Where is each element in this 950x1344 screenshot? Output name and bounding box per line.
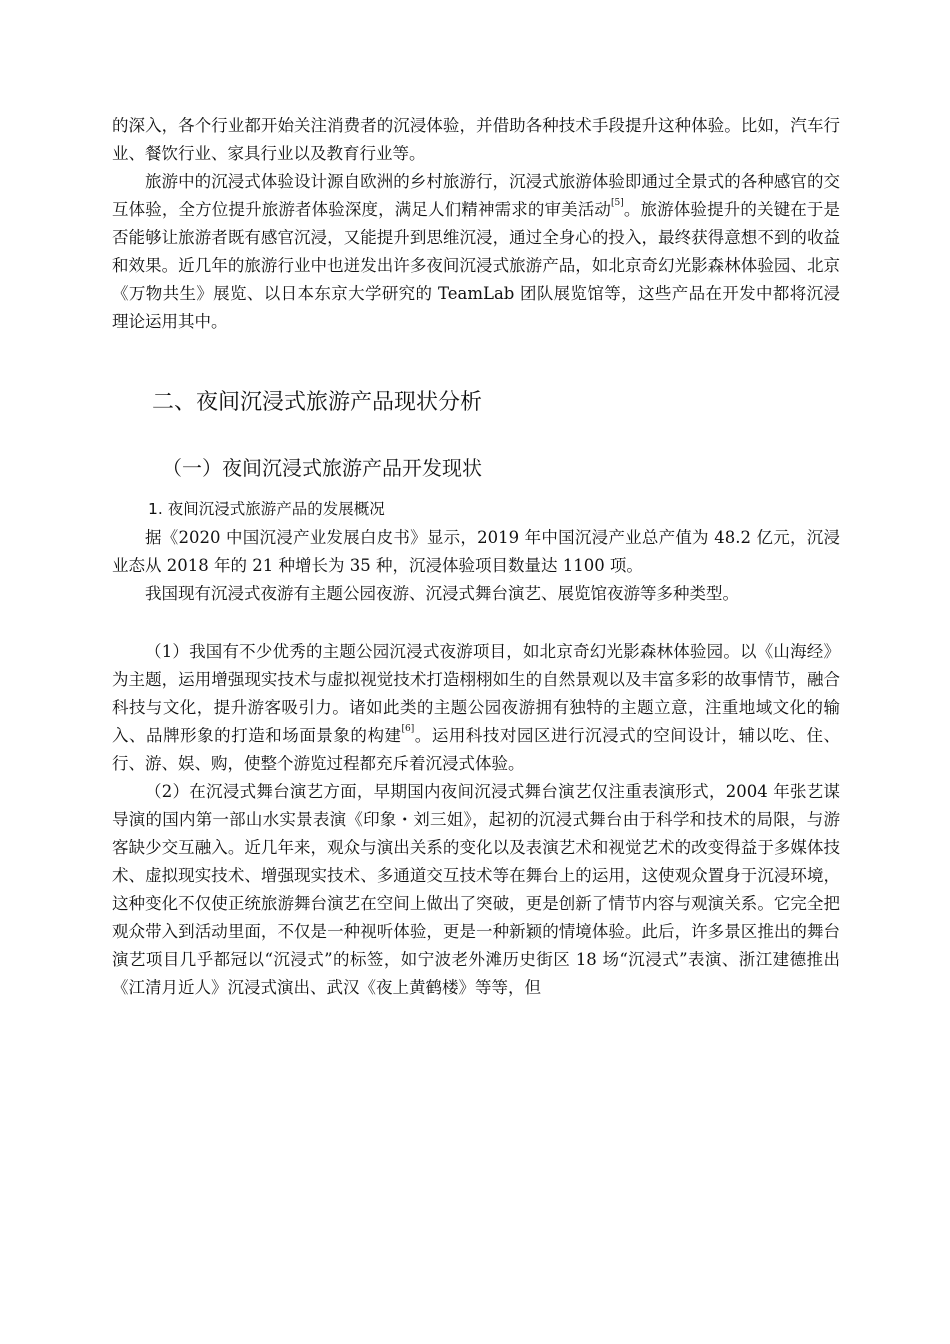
document-page: [112, 112, 840, 1002]
paragraph-continuation: 的深入，各个行业都开始关注消费者的沉浸体验，并借助各种技术手段提升这种体验。比如，汽车行业、餐饮行业、家具行业以及教育行业等。: [112, 116, 840, 163]
section-heading: 二、夜间沉浸式旅游产品现状分析: [152, 390, 483, 415]
citation-ref: [6]: [401, 724, 415, 734]
citation-ref: [5]: [611, 198, 624, 208]
paragraph-text: （1）我国有不少优秀的主题公园沉浸式夜游项目，如北京奇幻光影森林体验园。以《山海经》为主题，运用增强现实技术与虚拟视觉技术打造栩栩如生的自然景观以及丰富多彩的故事情节，融合科技与文化，提升游客吸引力。诸如此类的主题公园夜游拥有独特的主题立意，注重地域文化的输入、品牌形象的打造和场面景象的构建: [112, 642, 840, 745]
paragraph-theme-park: [112, 638, 840, 778]
paragraph-industry-stats: 据《2020 中国沉浸产业发展白皮书》显示，2019 年中国沉浸产业总产值为 48.2 亿元，沉浸业态从 2018 年的 21 种增长为 35 种，沉浸体验项目数量达 1100 项。: [112, 528, 840, 575]
paragraph-text: 。运用科技对园区进行沉浸式的空间设计，辅以吃、住、行、游、娱、购，使整个游览过程都充斥着沉浸式体验。: [112, 726, 841, 773]
paragraph-night-tour-types: 我国现有沉浸式夜游有主题公园夜游、沉浸式舞台演艺、展览馆夜游等多种类型。: [145, 584, 739, 603]
sub-subsection-heading: 1. 夜间沉浸式旅游产品的发展概况: [148, 500, 385, 518]
paragraph-text: 旅游中的沉浸式体验设计源自欧洲的乡村旅游行，沉浸式旅游体验即通过全景式的各种感官的交互体验，全方位提升旅游者体验深度，满足人们精神需求的审美活动: [112, 172, 840, 219]
paragraph-immersive-tourism-origin: [112, 168, 840, 336]
subsection-heading: （一）夜间沉浸式旅游产品开发现状: [162, 456, 482, 480]
paragraph-text: 。旅游体验提升的关键在于是否能够让旅游者既有感官沉浸，又能提升到思维沉浸，通过全身心的投入，最终获得意想不到的收益和效果。近几年的旅游行业中也迸发出许多夜间沉浸式旅游产品，如北京奇幻光影森林体验园、北京《万物共生》展览、以日本东京大学研究的 TeamLab 团队展览馆等，这些产品在开发中都将沉浸理论运用其中。: [112, 200, 841, 331]
paragraph-stage-performance: （2）在沉浸式舞台演艺方面，早期国内夜间沉浸式舞台演艺仅注重表演形式，2004 年张艺谋导演的国内第一部山水实景表演《印象・刘三姐》，起初的沉浸式舞台由于科学和技术的局限，与游客缺少交互融入。近几年来，观众与演出关系的变化以及表演艺术和视觉艺术的改变得益于多媒体技术、虚拟现实技术、增强现实技术、多通道交互技术等在舞台上的运用，这使观众置身于沉浸环境，这种变化不仅使正统旅游舞台演艺在空间上做出了突破，更是创新了情节内容与观演关系。它完全把观众带入到活动里面，不仅是一种视听体验，更是一种新颖的情境体验。此后，许多景区推出的舞台演艺项目几乎都冠以“沉浸式”的标签，如宁波老外滩历史街区 18 场“沉浸式”表演、浙江建德推出《江清月近人》沉浸式演出、武汉《夜上黄鹤楼》等等，但: [112, 782, 840, 997]
